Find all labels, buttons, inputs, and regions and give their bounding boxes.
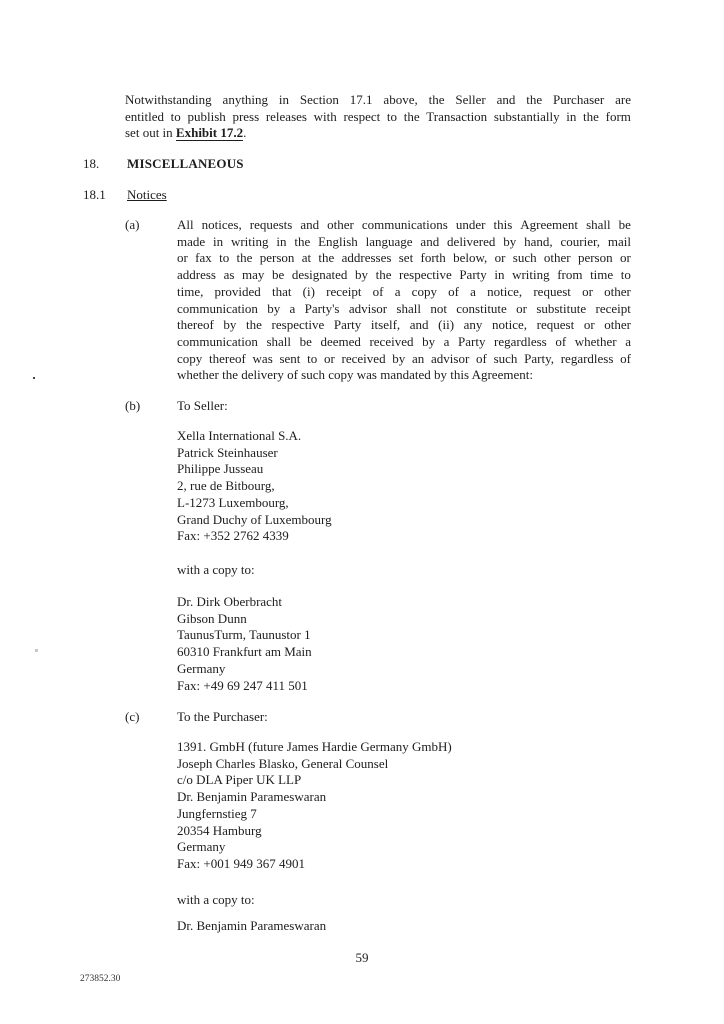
address-line: 1391. GmbH (future James Hardie Germany GmbH) [177, 739, 452, 754]
paragraph-line: entitled to publish press releases with respect to the Transaction substantially in the form [125, 108, 631, 124]
paragraph-line: or fax to the person at the addresses set forth below, or such other person or [177, 250, 631, 266]
address-line: Patrick Steinhauser [177, 444, 278, 460]
item-c-label: (c) [125, 709, 140, 724]
paragraph-text: set out in [125, 125, 176, 141]
scan-speck [33, 377, 35, 379]
scan-speck [35, 649, 38, 652]
fax-line: Fax: +001 949 367 4901 [177, 855, 305, 871]
address-line: 2, rue de Bitbourg, [177, 478, 275, 494]
fax-line: Fax: +352 2762 4339 [177, 528, 289, 544]
address-line: L-1273 Luxembourg, [177, 494, 289, 510]
paragraph-line: copy thereof was sent to or received by an advisor of such Party, regardless of [177, 350, 631, 366]
paragraph-line: address as may be designated by the respective Party in writing from time to [177, 267, 631, 283]
address-line: 20354 Hamburg [177, 822, 262, 838]
address-line: c/o DLA Piper UK LLP [177, 772, 302, 788]
address-line: Joseph Charles Blasko, General Counsel [177, 755, 389, 771]
address-line: TaunusTurm, Taunustor 1 [177, 627, 311, 643]
item-a [125, 217, 631, 384]
paragraph-line: communication by a Party's advisor shall not constitute or substitute receipt [177, 300, 631, 316]
subsection-title: Notices [127, 187, 167, 202]
paragraph-text: . [243, 125, 247, 141]
item-b-label: (b) [125, 398, 141, 413]
subsection-number: 18.1 [83, 187, 106, 202]
copy-label-seller: with a copy to: [177, 562, 255, 577]
fax-line: Fax: +49 69 247 411 501 [177, 677, 308, 693]
purchaser-copy-address-block [177, 918, 631, 935]
paragraph-line: time, provided that (i) receipt of a copy of a notice, request or other [177, 283, 631, 299]
paragraph-line: whether the delivery of such copy was mandated by this Agreement: [177, 367, 533, 383]
address-line: Grand Duchy of Luxembourg [177, 511, 332, 527]
section-heading [83, 156, 631, 173]
seller-address-block [177, 428, 631, 545]
paragraph-line [125, 125, 631, 142]
subsection-heading [83, 187, 631, 204]
intro-paragraph [125, 92, 631, 142]
paragraph-line: made in writing in the English language and delivered by hand, courier, mail [177, 233, 631, 249]
section-number: 18. [83, 156, 100, 171]
paragraph-line: All notices, requests and other communications under this Agreement shall be [177, 217, 631, 232]
address-line: Jungfernstieg 7 [177, 805, 257, 821]
item-c-heading: To the Purchaser: [177, 709, 268, 724]
item-a-body [177, 217, 631, 384]
item-b [125, 398, 631, 415]
page-number: 59 [355, 950, 369, 965]
copy-label-purchaser: with a copy to: [177, 892, 255, 907]
document-reference: 273852.30 [80, 974, 121, 984]
address-line: 60310 Frankfurt am Main [177, 644, 312, 660]
paragraph-line: thereof by the respective Party itself, and (ii) any notice, request or other [177, 317, 631, 333]
seller-copy-address-block [177, 594, 631, 694]
item-c [125, 709, 631, 726]
address-line: Xella International S.A. [177, 428, 302, 443]
item-b-heading: To Seller: [177, 398, 228, 413]
section-title: MISCELLANEOUS [127, 156, 244, 171]
address-line: Dr. Benjamin Parameswaran [177, 789, 327, 805]
address-line: Gibson Dunn [177, 610, 247, 626]
address-line: Germany [177, 660, 226, 676]
address-line: Dr. Dirk Oberbracht [177, 594, 283, 609]
item-a-label: (a) [125, 217, 140, 232]
exhibit-reference: Exhibit 17.2 [175, 125, 244, 141]
address-line: Philippe Jusseau [177, 461, 264, 477]
paragraph-line: communication shall be deemed received by a Party regardless of whether a [177, 333, 631, 349]
address-line: Germany [177, 839, 226, 855]
paragraph-line: Notwithstanding anything in Section 17.1 above, the Seller and the Purchaser are [125, 92, 631, 107]
purchaser-address-block [177, 739, 631, 873]
address-line: Dr. Benjamin Parameswaran [177, 918, 327, 933]
